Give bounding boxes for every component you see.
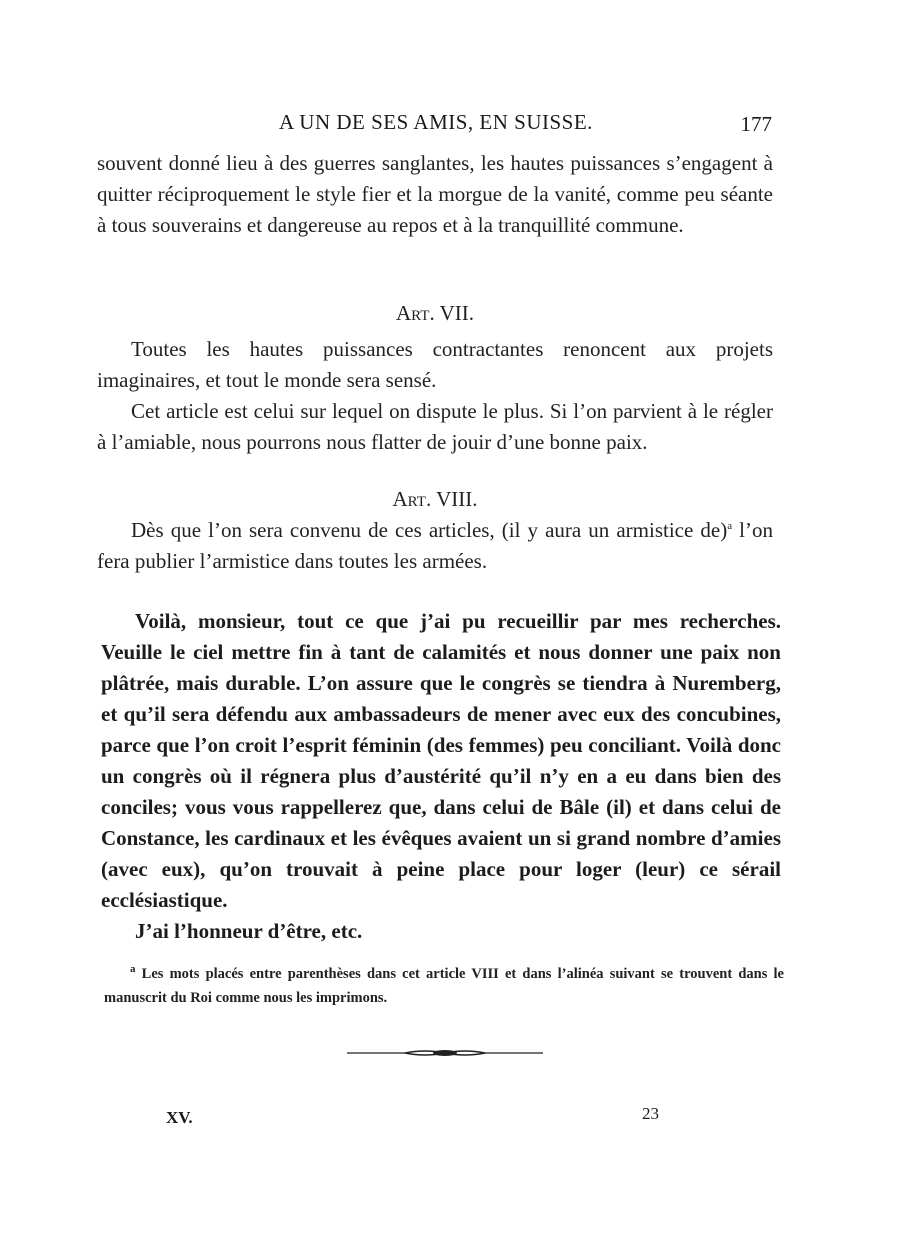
article-seven-comment: Cet article est celui sur lequel on dispute le plus. Si l’on parvient à le régler à l’amiable, nous pourrons nous flatter de jouir d’une bonne paix. bbox=[97, 399, 773, 454]
footnote-reference: a bbox=[727, 520, 733, 532]
ornamental-rule bbox=[345, 1043, 545, 1063]
footnote-mark: a bbox=[130, 963, 136, 976]
article-seven-heading: Art. VII. bbox=[396, 301, 474, 325]
article-eight-text-part2: l’on fera publier l’armistice dans toutes les armées. bbox=[97, 518, 774, 573]
article-eight-heading: Art. VIII. bbox=[392, 487, 478, 511]
letter-body bbox=[101, 606, 781, 947]
signature-mark: XV. bbox=[166, 1108, 193, 1127]
gathering-number: 23 bbox=[642, 1104, 659, 1123]
article-eight bbox=[97, 484, 773, 577]
article-seven bbox=[97, 298, 773, 458]
running-title: A UN DE SES AMIS, EN SUISSE. bbox=[279, 110, 593, 134]
running-head bbox=[100, 110, 772, 138]
continuation-paragraph: souvent donné lieu à des guerres sanglantes, les hautes puissances s’engagent à quitter réciproquement le style fier et la morgue de la vanité, comme peu séante à tous souverains et dangereuse au repos et à la tranquillité commune. bbox=[97, 151, 773, 237]
article-eight-text bbox=[97, 515, 773, 577]
footnote bbox=[104, 962, 784, 1010]
letter-paragraph: Voilà, monsieur, tout ce que j’ai pu recueillir par mes recherches. Veuille le ciel mettre fin à tant de calamités et nous donner une paix non plâtrée, mais durable. L’on assure que le congrès se tiendra à Nuremberg, et qu’il sera défendu aux ambassadeurs de mener avec eux des concubines, parce que l’on croit l’esprit féminin (des femmes) peu conciliant. Voilà donc un congrès où il régnera plus d’austérité qu’il n’y en a eu dans bien des conciles; vous vous rappellerez que, dans celui de Bâle (il) et dans celui de Constance, les cardinaux et les évêques avaient un si grand nombre d’amies (avec eux), qu’on trouvait à peine place pour loger (leur) ce sérail ecclésiastique. bbox=[101, 609, 781, 912]
page-number: 177 bbox=[740, 112, 772, 136]
article-seven-text: Toutes les hautes puissances contractantes renoncent aux projets imaginaires, et tout le monde sera sensé. bbox=[97, 337, 773, 392]
treaty-text bbox=[97, 148, 773, 241]
ornament-center bbox=[433, 1050, 457, 1056]
letter-closing: J’ai l’honneur d’être, etc. bbox=[135, 919, 363, 943]
article-eight-text-part1: Dès que l’on sera convenu de ces articles, (il y aura un armistice de) bbox=[131, 518, 728, 542]
footnote-text: Les mots placés entre parenthèses dans cet article VIII et dans l’alinéa suivant se trouvent dans le manuscrit du Roi comme nous les imprimons. bbox=[104, 966, 784, 1006]
